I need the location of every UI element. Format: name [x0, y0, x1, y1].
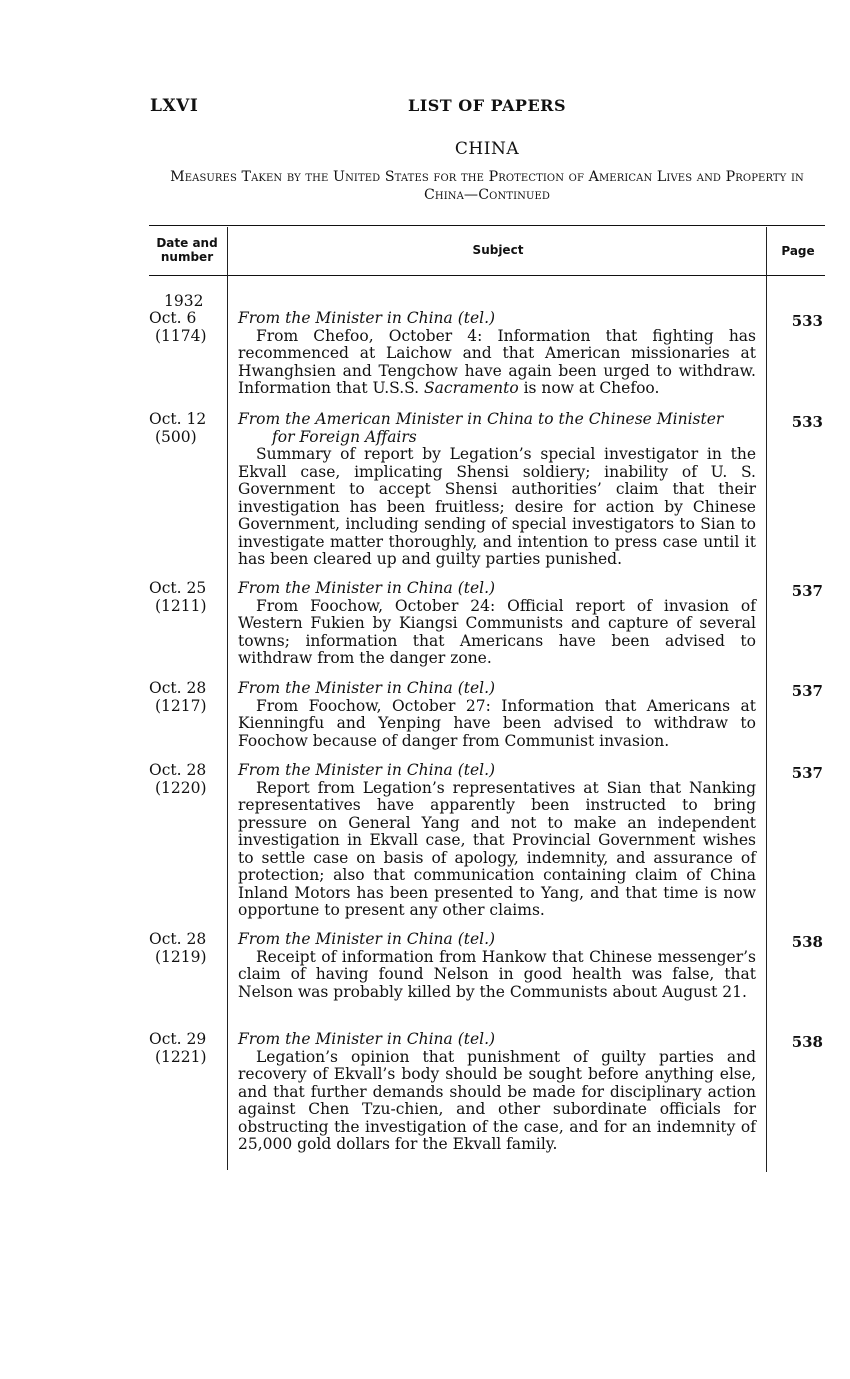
row-from: From the Minister in China (tel.): [238, 1030, 496, 1048]
row-summary: Receipt of information from Hankow that Chinese messenger’s claim of having found Nelson in good health was false, that Nelson was probably killed by the Communists about August 21.: [238, 947, 756, 1001]
table-row-date: [149, 310, 217, 345]
table-row-date: [149, 762, 217, 797]
table-row-subject: [238, 310, 756, 398]
row-summary: From Foochow, October 24: Official report of invasion of Western Fukien by Kiangsi Communists and capture of several towns; information that Americans have been advised to withdraw from the danger zone.: [238, 596, 756, 667]
row-date: Oct. 12: [149, 410, 207, 428]
row-summary: Legation’s opinion that punishment of guilty parties and recovery of Ekvall’s body should be sought before anything else, and that further demands should be made for disciplinary action against Chen Tzu-chien, and other subordinate officials for obstructing the investigation of the case, and for an indemnity of 25,000 gold dollars for the Ekvall family.: [238, 1047, 756, 1153]
row-page: 537: [791, 764, 823, 782]
row-from: From the Minister in China (tel.): [238, 579, 496, 597]
table-header-rule: [149, 275, 825, 276]
table-divider-right: [766, 227, 767, 1172]
table-row-subject: [238, 931, 756, 1001]
page-folio: LXVI: [150, 96, 199, 116]
row-from-continued: for Foreign Affairs: [272, 427, 417, 446]
row-number: (1220): [155, 778, 207, 797]
row-from: From the Minister in China (tel.): [238, 679, 496, 697]
row-number: (1174): [155, 326, 207, 345]
row-summary: Report from Legation’s representatives at Sian that Nanking representatives have apparently been instructed to bring pressure on General Yang and not to make an independent investigation in Ekvall case, that Provincial Government wishes to settle case on basis of apology, indemnity, and assurance of protection; also that communication containing claim of China Inland Motors has been presented to Yang, and that time is now opportune to present any other claims.: [238, 778, 756, 919]
table-row-date: [149, 680, 217, 715]
row-number: (1221): [155, 1047, 207, 1066]
row-page: 538: [791, 1033, 823, 1051]
row-page: 537: [791, 682, 823, 700]
row-summary-part: is now at Chefoo.: [518, 379, 660, 397]
ship-name: Sacramento: [424, 379, 519, 397]
row-page: 538: [791, 933, 823, 951]
table-row-date: [149, 411, 217, 446]
table-top-rule: [149, 225, 825, 226]
row-from: From the Minister in China (tel.): [238, 309, 496, 327]
column-header-date-text: Date and number: [156, 236, 218, 264]
row-number: (500): [155, 427, 197, 446]
row-number: (1217): [155, 696, 207, 715]
table-row-subject: [238, 762, 756, 920]
table-row-date: [149, 1031, 217, 1066]
table-row-subject: [238, 1031, 756, 1154]
table-row-date: [149, 580, 217, 615]
table-row-date: [149, 931, 217, 966]
row-date: Oct. 28: [149, 930, 207, 948]
row-from: From the Minister in China (tel.): [238, 761, 496, 779]
row-date: Oct. 28: [149, 679, 207, 697]
table-year: 1932: [164, 292, 204, 310]
column-header-date: [150, 236, 224, 264]
row-from: From the American Minister in China to the Chinese Minister: [238, 410, 724, 428]
row-page: 533: [791, 312, 823, 330]
row-summary: From Foochow, October 27: Information that Americans at Kienningfu and Yenping have been advised to withdraw to Foochow because of danger from Communist invasion.: [238, 696, 756, 750]
table-row-subject: [238, 411, 756, 569]
row-date: Oct. 25: [149, 579, 207, 597]
row-date: Oct. 6: [149, 309, 197, 327]
section-subtitle: Measures Taken by the United States for the Protection of American Lives and Property in China—Continued: [170, 169, 804, 203]
row-summary: [238, 328, 756, 398]
row-number: (1219): [155, 947, 207, 966]
row-from: From the Minister in China (tel.): [238, 930, 496, 948]
row-date: Oct. 28: [149, 761, 207, 779]
row-number: (1211): [155, 596, 207, 615]
row-summary: Summary of report by Legation’s special investigator in the Ekvall case, implicating Shensi soldiery; inability of U. S. Government to accept Shensi authorities’ claim that their investigation has been fruitless; desire for action by Chinese Government, including sending of special investigators to Sian to investigate matter thoroughly, and intention to press case until it has been cleared up and guilty parties punished.: [238, 445, 756, 568]
row-summary-part: From Chefoo, October 4: Information that fighting has recommenced at Laichow and that American missionaries at Hwanghsien and Tengchow have again been urged to withdraw. Information that U.S.S.: [238, 326, 756, 397]
column-header-page: Page: [781, 244, 815, 258]
table-row-subject: [238, 580, 756, 668]
row-page: 533: [791, 413, 823, 431]
table-divider-left: [227, 227, 228, 1170]
row-page: 537: [791, 582, 823, 600]
table-row-subject: [238, 680, 756, 750]
section-title: CHINA: [454, 139, 520, 159]
column-header-subject: Subject: [472, 243, 524, 257]
running-head: LIST OF PAPERS: [408, 96, 566, 115]
row-date: Oct. 29: [149, 1030, 207, 1048]
